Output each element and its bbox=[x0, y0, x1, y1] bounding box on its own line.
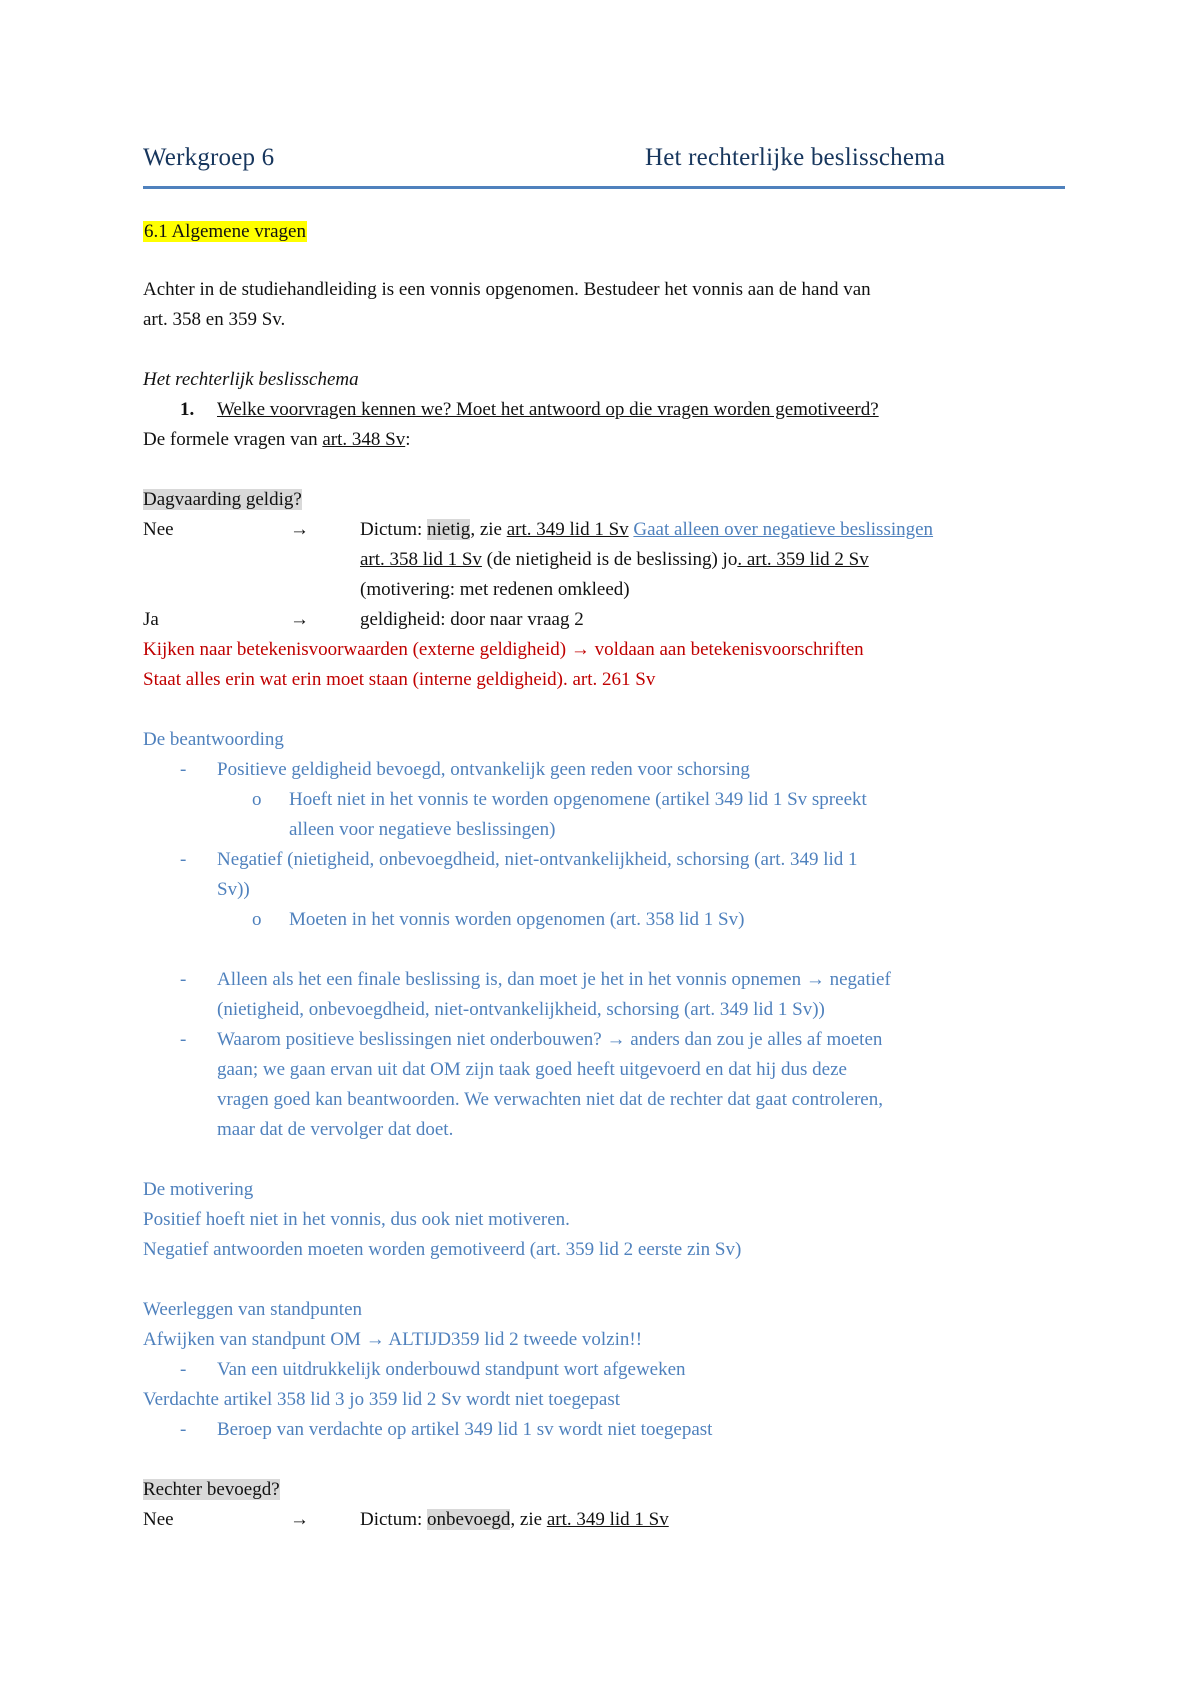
section-heading: 6.1 Algemene vragen bbox=[144, 221, 306, 242]
dagvaarding-nee-row: Nee → Dictum: nietig, zie art. 349 lid 1 Sv Gaat alleen over negatieve beslissingen bbox=[143, 519, 934, 540]
intro-line-2: art. 358 en 359 Sv. bbox=[143, 309, 286, 330]
motivering-heading: De motivering bbox=[143, 1179, 254, 1200]
list-item: - Alleen als het een finale beslissing is, dan moet je het in het vonnis opnemen → negatief bbox=[180, 969, 891, 990]
note-link[interactable]: Gaat alleen over negatieve beslissingen bbox=[633, 519, 934, 540]
intro-line-1: Achter in de studiehandleiding is een vonnis opgenomen. Bestudeer het vonnis aan de hand van bbox=[143, 279, 871, 300]
question-text: Welke voorvragen kennen we? Moet het antwoord op die vragen worden gemotiveerd? bbox=[217, 399, 879, 420]
list-item: - Waarom positieve beslissingen niet onderbouwen? → anders dan zou je alles af moeten bbox=[180, 1029, 883, 1050]
dagvaarding-heading: Dagvaarding geldig? bbox=[143, 489, 302, 510]
motivering-line-2: Negatief antwoorden moeten worden gemotiveerd (art. 359 lid 2 eerste zin Sv) bbox=[143, 1239, 742, 1260]
list-item: o Hoeft niet in het vonnis te worden opgenomene (artikel 349 lid 1 Sv spreekt bbox=[252, 789, 867, 810]
question-1 bbox=[180, 398, 879, 422]
formal-questions-line: De formele vragen van art. 348 Sv: bbox=[143, 429, 411, 450]
list-item-continuation: alleen voor negatieve beslissingen) bbox=[289, 819, 556, 840]
art-349-link[interactable]: art. 349 lid 1 Sv bbox=[506, 519, 629, 540]
page-header bbox=[143, 140, 1065, 189]
list-item: - Positieve geldigheid bevoegd, ontvankelijk geen reden voor schorsing bbox=[180, 759, 750, 780]
question-number: 1. bbox=[180, 399, 195, 420]
dagvaarding-nee-line-2: art. 358 lid 1 Sv (de nietigheid is de beslissing) jo. art. 359 lid 2 Sv bbox=[360, 549, 869, 570]
art-359-link[interactable]: . art. 359 lid 2 Sv bbox=[737, 549, 869, 570]
list-item-continuation: (nietigheid, onbevoegdheid, niet-ontvankelijkheid, schorsing (art. 349 lid 1 Sv)) bbox=[217, 999, 825, 1020]
nee-label: Nee bbox=[143, 1509, 174, 1530]
schema-title: Het rechterlijk beslisschema bbox=[143, 369, 359, 390]
rechter-heading: Rechter bevoegd? bbox=[143, 1479, 280, 1500]
list-item: o Moeten in het vonnis worden opgenomen (art. 358 lid 1 Sv) bbox=[252, 909, 745, 930]
arrow-icon: → bbox=[290, 519, 309, 540]
header-right-title: Het rechterlijke beslisschema bbox=[645, 144, 946, 171]
nee-label: Nee bbox=[143, 519, 174, 540]
weerleggen-line-1: Afwijken van standpunt OM → ALTIJD359 lid 2 tweede volzin!! bbox=[143, 1329, 643, 1350]
list-item: - Van een uitdrukkelijk onderbouwd standpunt wort afgeweken bbox=[180, 1359, 686, 1380]
list-item-continuation: Sv)) bbox=[217, 879, 250, 900]
motivering-line-1: Positief hoeft niet in het vonnis, dus ook niet motiveren. bbox=[143, 1209, 570, 1230]
weerleggen-line-2: Verdachte artikel 358 lid 3 jo 359 lid 2 Sv wordt niet toegepast bbox=[143, 1389, 621, 1410]
list-item: - Negatief (nietigheid, onbevoegdheid, niet-ontvankelijkheid, schorsing (art. 349 lid 1 bbox=[180, 849, 858, 870]
art-348-link[interactable]: art. 348 Sv bbox=[322, 429, 406, 450]
art-358-link[interactable]: art. 358 lid 1 Sv bbox=[360, 549, 482, 570]
nietig-highlight: nietig bbox=[427, 519, 471, 540]
list-item-continuation: vragen goed kan beantwoorden. We verwachten niet dat de rechter dat gaat controleren, bbox=[217, 1089, 883, 1110]
art-349-link[interactable]: art. 349 lid 1 Sv bbox=[546, 1509, 669, 1530]
beantwoording-heading: De beantwoording bbox=[143, 729, 284, 750]
list-item-continuation: gaan; we gaan ervan uit dat OM zijn taak goed heeft uitgevoerd en dat hij dus deze bbox=[217, 1059, 847, 1080]
dagvaarding-ja-row: Ja → geldigheid: door naar vraag 2 bbox=[143, 609, 584, 630]
arrow-icon: → bbox=[290, 1509, 309, 1530]
red-note-2: Staat alles erin wat erin moet staan (interne geldigheid). art. 261 Sv bbox=[143, 669, 656, 690]
ja-label: Ja bbox=[143, 609, 159, 630]
dagvaarding-nee-line-3: (motivering: met redenen omkleed) bbox=[360, 579, 630, 600]
red-note-1: Kijken naar betekenisvoorwaarden (externe geldigheid) → voldaan aan betekenisvoorschriften bbox=[143, 639, 864, 660]
list-item: - Beroep van verdachte op artikel 349 lid 1 sv wordt niet toegepast bbox=[180, 1419, 713, 1440]
rechter-nee-row: Nee → Dictum: onbevoegd, zie art. 349 lid 1 Sv bbox=[143, 1509, 669, 1530]
list-item-continuation: maar dat de vervolger dat doet. bbox=[217, 1119, 454, 1140]
weerleggen-heading: Weerleggen van standpunten bbox=[143, 1299, 363, 1320]
arrow-icon: → bbox=[290, 609, 309, 630]
header-left-title: Werkgroep 6 bbox=[143, 144, 275, 171]
onbevoegd-highlight: onbevoegd bbox=[427, 1509, 511, 1530]
